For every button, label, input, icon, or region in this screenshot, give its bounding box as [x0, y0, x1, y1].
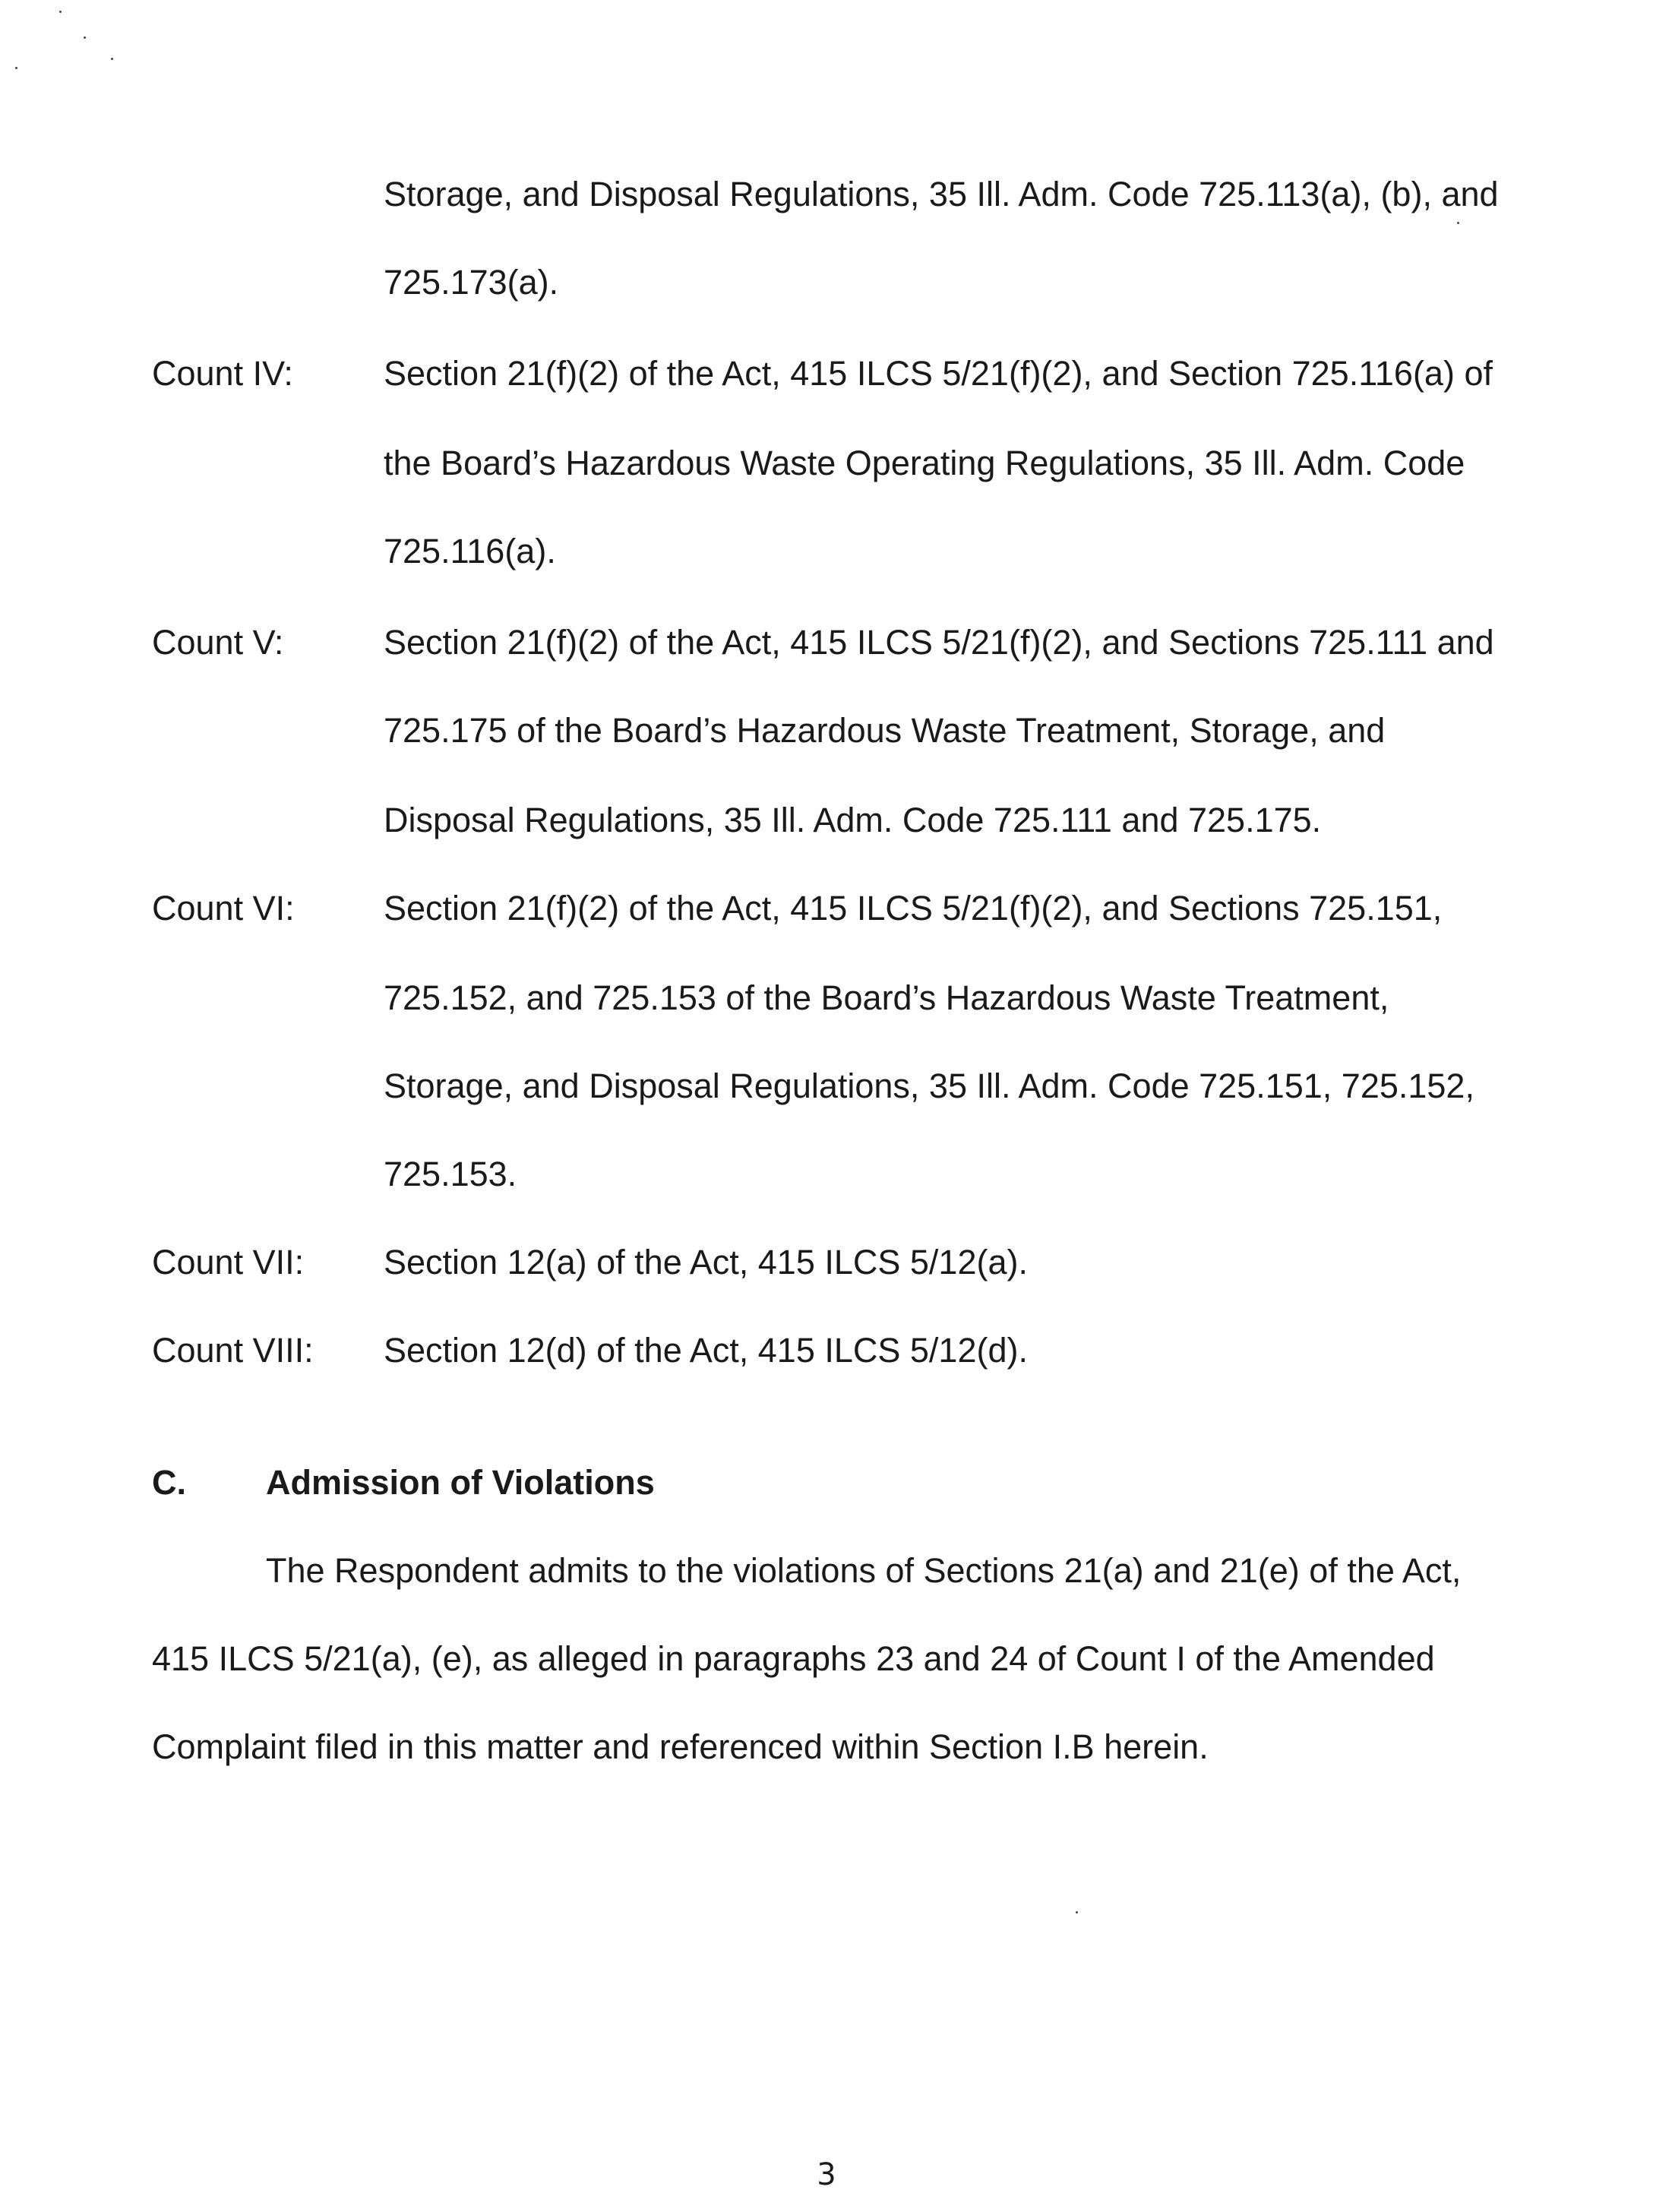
count-text-line: Section 21(f)(2) of the Act, 415 ILCS 5/21(f)(2), and Section 725.116(a) of [384, 354, 1493, 393]
count-text-line: 725.153. [384, 1155, 517, 1193]
count-text-line: Section 21(f)(2) of the Act, 415 ILCS 5/21(f)(2), and Sections 725.111 and [384, 623, 1494, 662]
count-text-line: Disposal Regulations, 35 Ill. Adm. Code 725.111 and 725.175. [384, 801, 1322, 839]
scan-speck [84, 36, 86, 39]
section-letter: C. [152, 1463, 186, 1502]
count-label: Count VI: [152, 889, 295, 927]
count-text-line: Section 12(a) of the Act, 415 ILCS 5/12(a). [384, 1243, 1028, 1281]
scan-speck [1457, 222, 1459, 224]
count-label: Count VII: [152, 1243, 305, 1281]
section-heading: Admission of Violations [266, 1463, 655, 1502]
paragraph-line: The Respondent admits to the violations of Sections 21(a) and 21(e) of the Act, [266, 1551, 1462, 1590]
count-text-line: Section 21(f)(2) of the Act, 415 ILCS 5/21(f)(2), and Sections 725.151, [384, 889, 1443, 927]
count-label: Count V: [152, 623, 284, 662]
scan-speck [1076, 1911, 1078, 1913]
count-label: Count VIII: [152, 1331, 314, 1370]
count-text-line: Storage, and Disposal Regulations, 35 Ill. Adm. Code 725.151, 725.152, [384, 1066, 1474, 1105]
paragraph-line: Complaint filed in this matter and referenced within Section I.B herein. [152, 1727, 1209, 1766]
scan-speck [15, 67, 17, 69]
scan-speck [59, 11, 62, 13]
paragraph-line: 415 ILCS 5/21(a), (e), as alleged in paragraphs 23 and 24 of Count I of the Amended [152, 1639, 1435, 1678]
count-text-line: 725.116(a). [384, 532, 556, 570]
count-continuation-line: 725.173(a). [384, 263, 559, 302]
count-label: Count IV: [152, 354, 293, 393]
count-text-line: the Board’s Hazardous Waste Operating Regulations, 35 Ill. Adm. Code [384, 444, 1465, 482]
page-number: 3 [817, 2157, 836, 2192]
count-text-line: 725.175 of the Board’s Hazardous Waste Treatment, Storage, and [384, 711, 1386, 750]
scan-speck [111, 58, 113, 60]
count-text-line: 725.152, and 725.153 of the Board’s Hazardous Waste Treatment, [384, 978, 1389, 1017]
count-continuation-line: Storage, and Disposal Regulations, 35 Ill. Adm. Code 725.113(a), (b), and [384, 175, 1499, 213]
count-text-line: Section 12(d) of the Act, 415 ILCS 5/12(d). [384, 1331, 1028, 1370]
